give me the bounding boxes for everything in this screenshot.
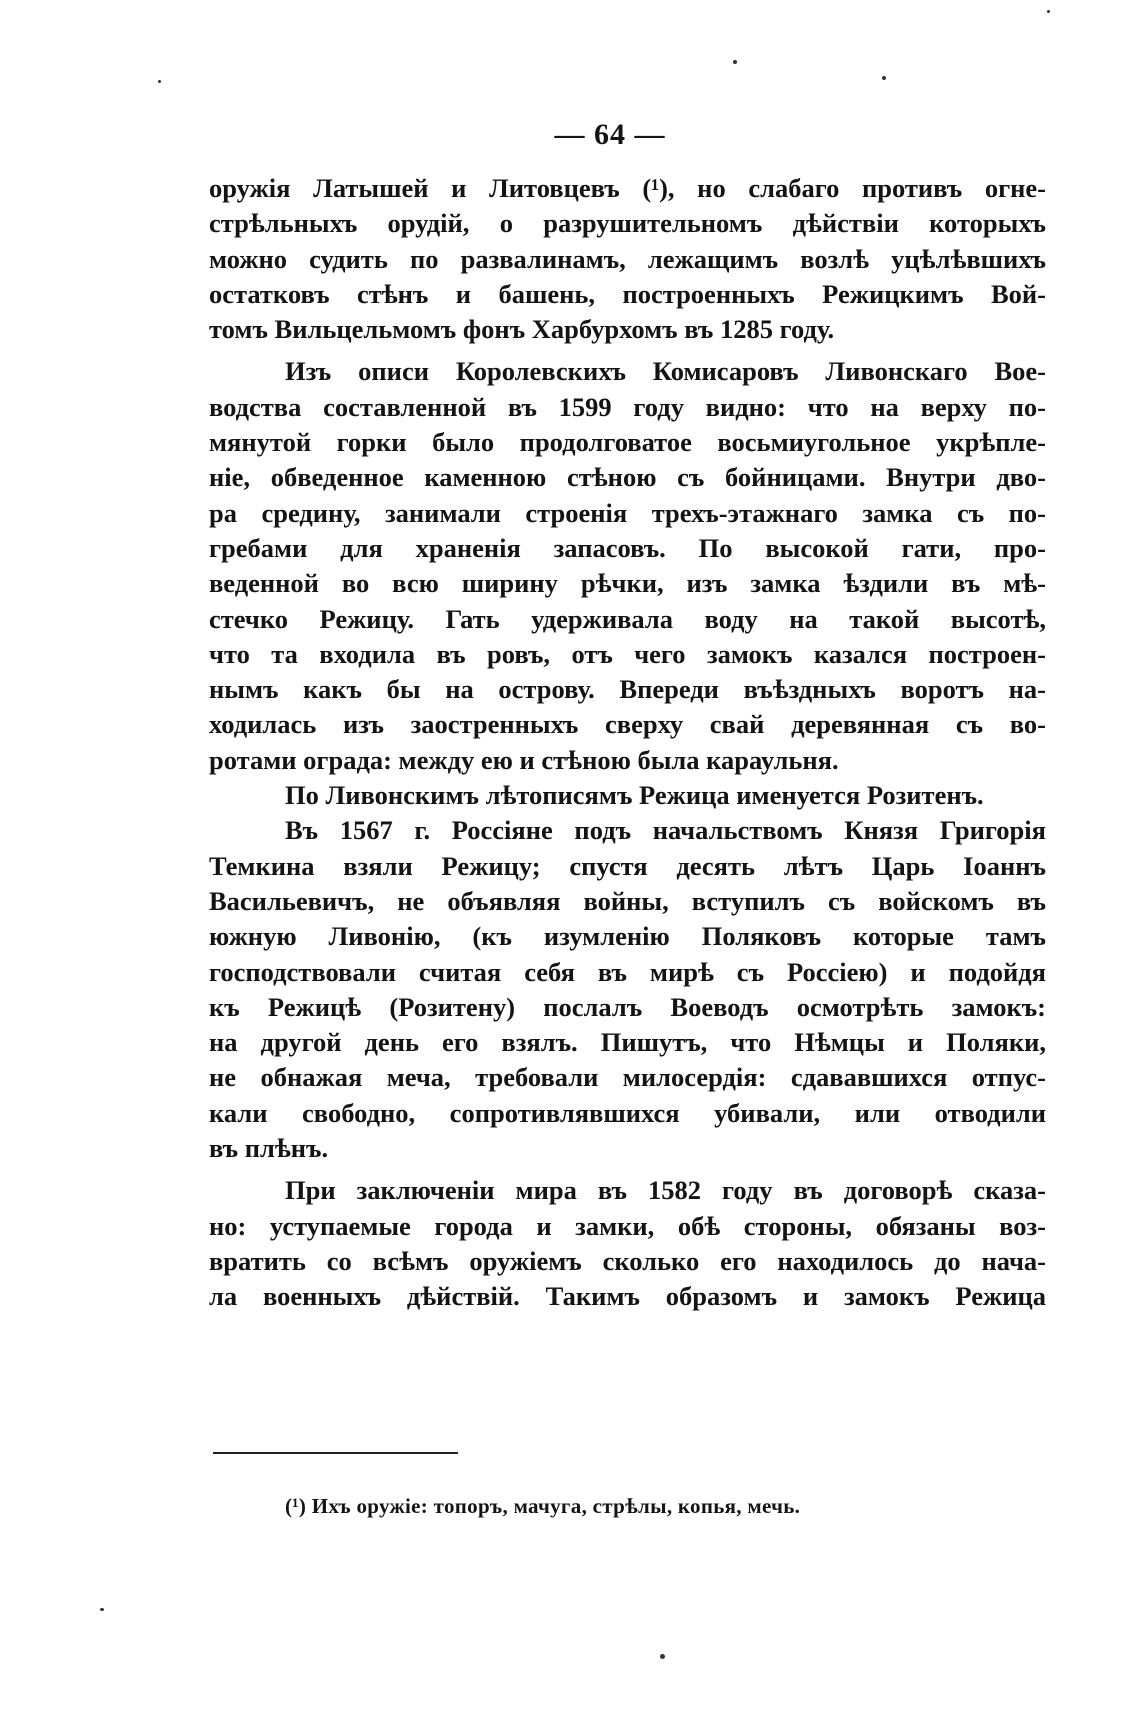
text-line: веденной во всю ширину рѣчки, изъ замка ѣздили въ мѣ- bbox=[209, 568, 1046, 599]
text-line: оружія Латышей и Литовцевъ (¹), но слабаго противъ огне- bbox=[209, 173, 1046, 203]
text-line: стечко Режицу. Гать удерживала воду на такой высотѣ, bbox=[209, 603, 1046, 634]
text-line: ходилась изъ заостренныхъ сверху свай деревянная съ во- bbox=[209, 709, 1046, 740]
paragraph bbox=[209, 778, 1046, 813]
text-line: гребами для храненія запасовъ. По высокой гати, про- bbox=[209, 532, 1046, 563]
text-line: ра средину, занимали строенія трехъ-этажнаго замка съ по- bbox=[209, 497, 1046, 528]
text-line: но: уступаемые города и замки, обѣ стороны, обязаны воз- bbox=[209, 1210, 1046, 1241]
text-line: южную Ливонію, (къ изумленію Поляковъ которые тамъ bbox=[209, 921, 1046, 952]
text-line: не обнажая меча, требовали милосердія: сдававшихся отпус- bbox=[209, 1062, 1046, 1093]
scan-speck bbox=[1047, 10, 1050, 13]
text-line: кали свободно, сопротивлявшихся убивали, или отводили bbox=[209, 1097, 1046, 1128]
scan-speck bbox=[660, 1654, 665, 1659]
text-line: Въ 1567 г. Россіяне подъ начальствомъ Князя Григорія bbox=[285, 815, 1046, 846]
scan-speck bbox=[882, 76, 886, 80]
text-line: нымъ какъ бы на острову. Впереди въѣздныхъ воротъ на- bbox=[209, 674, 1046, 705]
body-text bbox=[209, 171, 1046, 1315]
text-line: ротами ограда: между ею и стѣною была караульня. bbox=[209, 744, 839, 775]
text-line: къ Режицѣ (Розитену) послалъ Воеводъ осмотрѣть замокъ: bbox=[209, 991, 1046, 1022]
paragraph bbox=[209, 813, 1046, 1166]
text-line: можно судить по развалинамъ, лежащимъ возлѣ уцѣлѣвшихъ bbox=[209, 243, 1046, 274]
scan-speck bbox=[158, 80, 161, 83]
text-line: По Ливонскимъ лѣтописямъ Режица именуется Розитенъ. bbox=[285, 780, 984, 811]
text-line: ніе, обведенное каменною стѣною съ бойницами. Внутри дво- bbox=[209, 462, 1046, 493]
text-line: стрѣльныхъ орудій, о разрушительномъ дѣйствіи которыхъ bbox=[209, 208, 1046, 239]
text-line: томъ Вильцельмомъ фонъ Харбурхомъ въ 1285 году. bbox=[209, 314, 835, 345]
paragraph bbox=[209, 171, 1046, 347]
footnote: (¹) Ихъ оружіе: топоръ, мачуга, стрѣлы, копья, мечь. bbox=[285, 1494, 801, 1518]
text-line: Васильевичъ, не объявляя войны, вступилъ съ войскомъ въ bbox=[209, 885, 1046, 916]
text-line: въ плѣнъ. bbox=[209, 1133, 329, 1164]
scan-speck bbox=[733, 60, 737, 64]
text-line: вратить со всѣмъ оружіемъ сколько его находилось до нача- bbox=[209, 1245, 1046, 1276]
text-line: Темкина взяли Режицу; спустя десять лѣтъ Царь Іоаннъ bbox=[209, 850, 1046, 881]
text-line: мянутой горки было продолговатое восьмиугольное укрѣпле- bbox=[209, 427, 1046, 458]
text-line: При заключеніи мира въ 1582 году въ договорѣ сказа- bbox=[285, 1175, 1046, 1206]
paragraph bbox=[209, 354, 1046, 778]
text-line: остатковъ стѣнъ и башень, построенныхъ Режицкимъ Вой- bbox=[209, 278, 1046, 309]
text-line: что та входила въ ровъ, отъ чего замокъ казался построен- bbox=[209, 638, 1046, 669]
page-number: — 64 — bbox=[554, 118, 666, 151]
footnote-divider bbox=[213, 1452, 458, 1454]
text-line: ла военныхъ дѣйствій. Такимъ образомъ и замокъ Режица bbox=[209, 1281, 1046, 1312]
text-line: водства составленной въ 1599 году видно: что на верху по- bbox=[209, 391, 1046, 422]
text-line: Изъ описи Королевскихъ Комисаровъ Ливонскаго Вое- bbox=[285, 356, 1046, 387]
text-line: господствовали считая себя въ мирѣ съ Россіею) и подойдя bbox=[209, 956, 1046, 987]
paragraph bbox=[209, 1173, 1046, 1314]
scan-speck bbox=[100, 1608, 104, 1611]
text-line: на другой день его взялъ. Пишутъ, что Нѣмцы и Поляки, bbox=[209, 1027, 1046, 1058]
